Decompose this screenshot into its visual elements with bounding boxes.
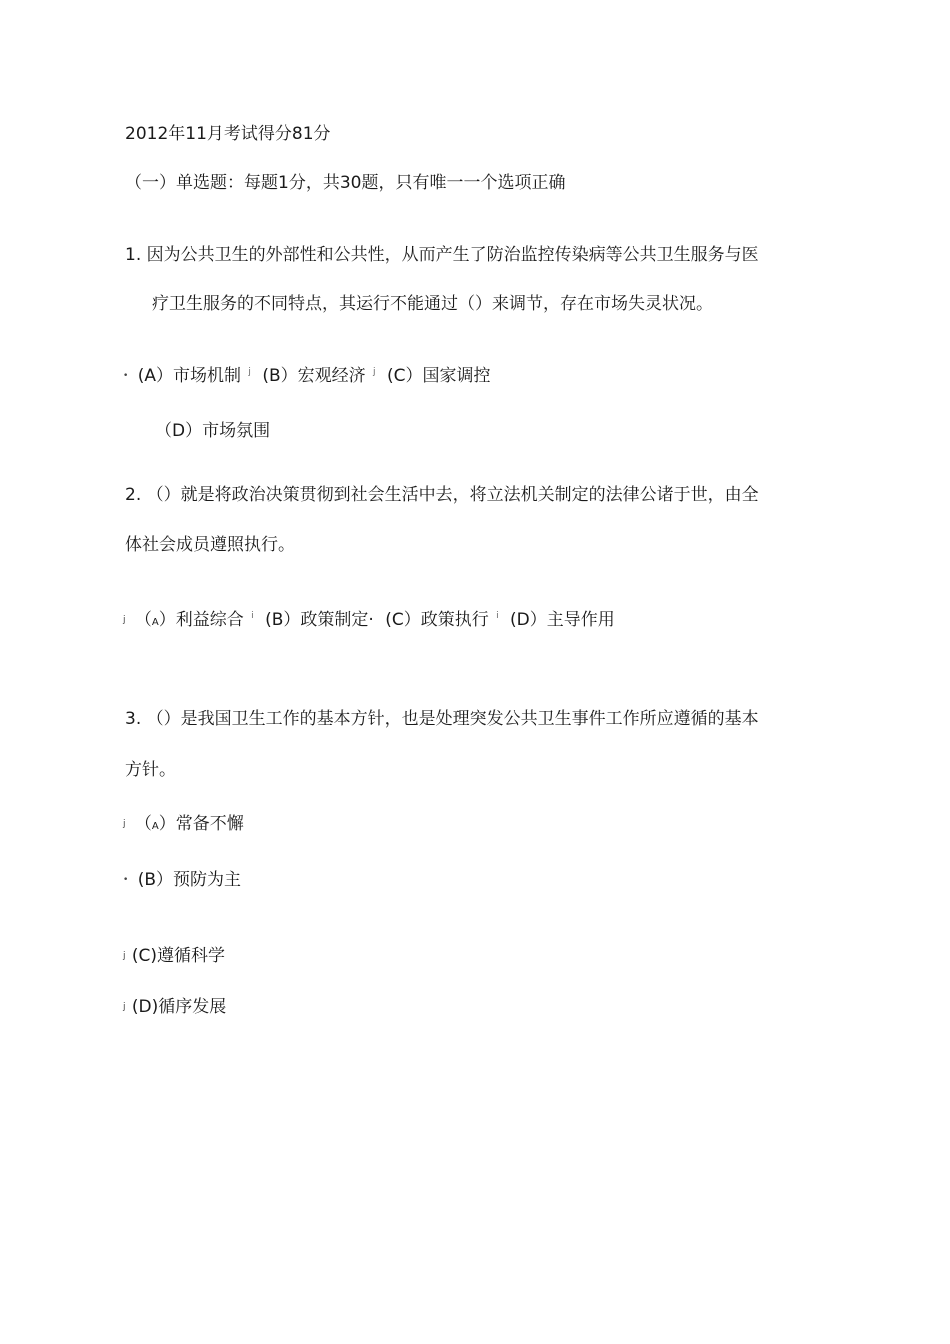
question-3-line-1	[125, 711, 759, 728]
separator-mark: j	[248, 367, 251, 377]
section-heading-text: （一）单选题：每题1分，共30题，只有唯一一个选项正确	[125, 173, 566, 193]
option-2-c[interactable]: (C）政策执行	[385, 610, 489, 630]
option-2-a-paren: （	[134, 610, 152, 630]
option-2-a-label: ）利益综合	[158, 610, 244, 630]
question-1-text-2: 疗卫生服务的不同特点，其运行不能通过（）来调节，存在市场失灵状况。	[152, 294, 713, 314]
option-2-a[interactable]	[135, 612, 244, 629]
question-1-text-1: 1. 因为公共卫生的外部性和公共性，从而产生了防治监控传染病等公共卫生服务与医	[125, 245, 759, 265]
question-2-line-1	[125, 487, 759, 504]
radio-marker: j	[123, 614, 126, 625]
question-3-text-1: 3. （）是我国卫生工作的基本方针，也是处理突发公共卫生事件工作所应遵循的基本	[125, 709, 759, 729]
option-3-a[interactable]	[135, 816, 244, 833]
option-2-d[interactable]: (D）主导作用	[510, 610, 615, 630]
option-3-b[interactable]: (B）预防为主	[137, 870, 242, 890]
question-2-line-2	[125, 537, 295, 554]
bullet-marker: •	[123, 874, 129, 885]
separator-mark: i	[496, 611, 499, 621]
radio-marker: j	[123, 950, 126, 961]
option-3-d[interactable]: (D)循序发展	[131, 997, 227, 1017]
question-2-text-1: 2. （）就是将政治决策贯彻到社会生活中去，将立法机关制定的法律公诸于世，由全	[125, 485, 759, 505]
question-1-line-2	[152, 296, 713, 313]
exam-score-title	[125, 126, 331, 143]
option-3-a-paren: （	[134, 814, 152, 834]
option-1-d[interactable]: （D）市场氛围	[155, 421, 271, 441]
question-2-options-row	[123, 612, 615, 629]
option-3-c[interactable]: (C)遵循科学	[131, 946, 226, 966]
bullet-marker: •	[123, 370, 129, 381]
question-1-line-1	[125, 247, 759, 264]
option-1-a[interactable]: (A）市场机制	[137, 366, 241, 386]
radio-marker: j	[123, 1001, 126, 1012]
separator-mark: i	[251, 611, 254, 621]
separator-mark: j	[373, 367, 376, 377]
question-3-option-a-row	[123, 816, 244, 833]
question-1-options-row	[123, 368, 490, 385]
question-3-text-2: 方针。	[125, 760, 176, 780]
exam-score-title-text: 2012年11月考试得分81分	[125, 124, 331, 144]
option-1-b[interactable]: (B）宏观经济	[262, 366, 366, 386]
question-3-option-d-row	[123, 999, 226, 1016]
option-2-a-letter: A	[151, 617, 159, 628]
question-3-option-c-row	[123, 948, 225, 965]
question-3-option-b-row	[123, 872, 241, 889]
option-2-b[interactable]: (B）政策制定·	[265, 610, 374, 630]
option-1-c[interactable]: (C）国家调控	[386, 366, 491, 386]
question-2-text-2: 体社会成员遵照执行。	[125, 535, 295, 555]
option-3-a-letter: A	[151, 821, 159, 832]
radio-marker: j	[123, 818, 126, 829]
question-1-option-d-row	[155, 423, 270, 440]
option-3-a-label: ）常备不懈	[158, 814, 244, 834]
question-3-line-2	[125, 762, 176, 779]
section-heading	[125, 175, 565, 192]
